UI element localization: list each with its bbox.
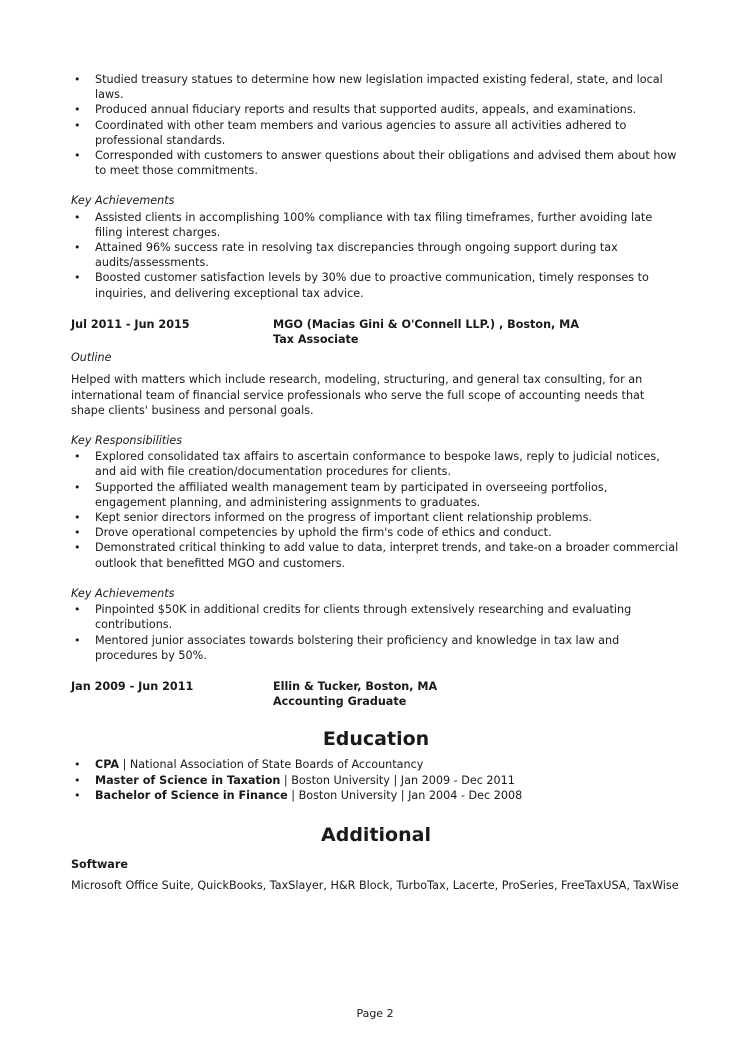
resume-page	[71, 72, 681, 893]
degree-details: | National Association of State Boards of Accountancy	[119, 758, 424, 772]
software-label: Software	[71, 857, 128, 871]
list-item: • Pinpointed $50K in additional credits for clients through extensively researching and evaluating contributions.	[71, 602, 681, 632]
list-item: • Drove operational competencies by uphold the firm's code of ethics and conduct.	[71, 525, 681, 540]
outline-text: Helped with matters which include research, modeling, structuring, and general tax consulting, for an international team of financial service professionals who serve the full scope of accounting needs that shape clients' business and personal goals.	[71, 373, 645, 417]
job-org	[273, 317, 579, 347]
software-list: Microsoft Office Suite, QuickBooks, TaxSlayer, H&R Block, TurboTax, Lacerte, ProSeries, FreeTaxUSA, TaxWise	[71, 879, 679, 893]
list-item: • Boosted customer satisfaction levels by 30% due to proactive communication, timely responses to inquiries, and delivering exceptional tax advice.	[71, 270, 681, 300]
list-item: • Coordinated with other team members and various agencies to assure all activities adhered to professional standards.	[71, 118, 681, 148]
degree: Bachelor of Science in Finance	[95, 788, 288, 802]
degree-details: | Boston University | Jan 2004 - Dec 2008	[287, 788, 523, 802]
job1-achievements-list	[71, 602, 681, 663]
intro-responsibilities-list	[71, 72, 681, 178]
degree: CPA	[95, 758, 120, 772]
education-item	[71, 757, 681, 772]
key-responsibilities-label: Key Responsibilities	[71, 434, 183, 448]
education-item	[71, 788, 681, 803]
list-item: • Corresponded with customers to answer questions about their obligations and advised them about how to meet those commitments.	[71, 148, 681, 178]
list-item: • Demonstrated critical thinking to add value to data, interpret trends, and take-on a broader commercial outlook that benefitted MGO and customers.	[71, 540, 681, 570]
degree: Master of Science in Taxation	[95, 773, 281, 787]
job-title: Accounting Graduate	[273, 695, 407, 709]
job-title: Tax Associate	[273, 333, 359, 347]
job-company: Ellin & Tucker, Boston, MA	[273, 679, 438, 693]
job1-responsibilities-list	[71, 449, 681, 571]
page-number: Page 2	[356, 1007, 394, 1020]
list-item: • Attained 96% success rate in resolving tax discrepancies through ongoing support during tax audits/assessments.	[71, 240, 681, 270]
key-achievements-label: Key Achievements	[71, 194, 175, 208]
list-item: • Supported the affiliated wealth management team by participated in overseeing portfolios, engagement planning, and administering assignments to graduates.	[71, 480, 681, 510]
degree-details: | Boston University | Jan 2009 - Dec 2011	[280, 773, 515, 787]
list-item: • Mentored junior associates towards bolstering their proficiency and knowledge in tax law and procedures by 50%.	[71, 633, 681, 663]
job-org	[273, 679, 437, 709]
job-dates: Jul 2011 - Jun 2015	[71, 317, 190, 331]
education-item	[71, 773, 681, 788]
list-item: • Assisted clients in accomplishing 100% compliance with tax filing timeframes, further avoiding late filing interest charges.	[71, 210, 681, 240]
list-item: • Kept senior directors informed on the progress of important client relationship problems.	[71, 510, 681, 525]
outline-label: Outline	[71, 351, 112, 365]
job-header-ellin-tucker	[71, 679, 681, 709]
additional-heading: Additional	[321, 823, 431, 846]
list-item: • Produced annual fiduciary reports and results that supported audits, appeals, and examinations.	[71, 102, 681, 117]
list-item: • Explored consolidated tax affairs to ascertain conformance to bespoke laws, reply to judicial notices, and aid with file creation/documentation procedures for clients.	[71, 449, 681, 479]
job-dates: Jan 2009 - Jun 2011	[71, 679, 194, 693]
list-item: • Studied treasury statues to determine how new legislation impacted existing federal, state, and local laws.	[71, 72, 681, 102]
job-company: MGO (Macias Gini & O'Connell LLP.) , Boston, MA	[273, 317, 579, 331]
job0-achievements-list	[71, 210, 681, 301]
job-header-mgo	[71, 317, 681, 347]
education-heading: Education	[322, 728, 430, 751]
key-achievements-label: Key Achievements	[71, 586, 175, 600]
education-list	[71, 757, 681, 803]
